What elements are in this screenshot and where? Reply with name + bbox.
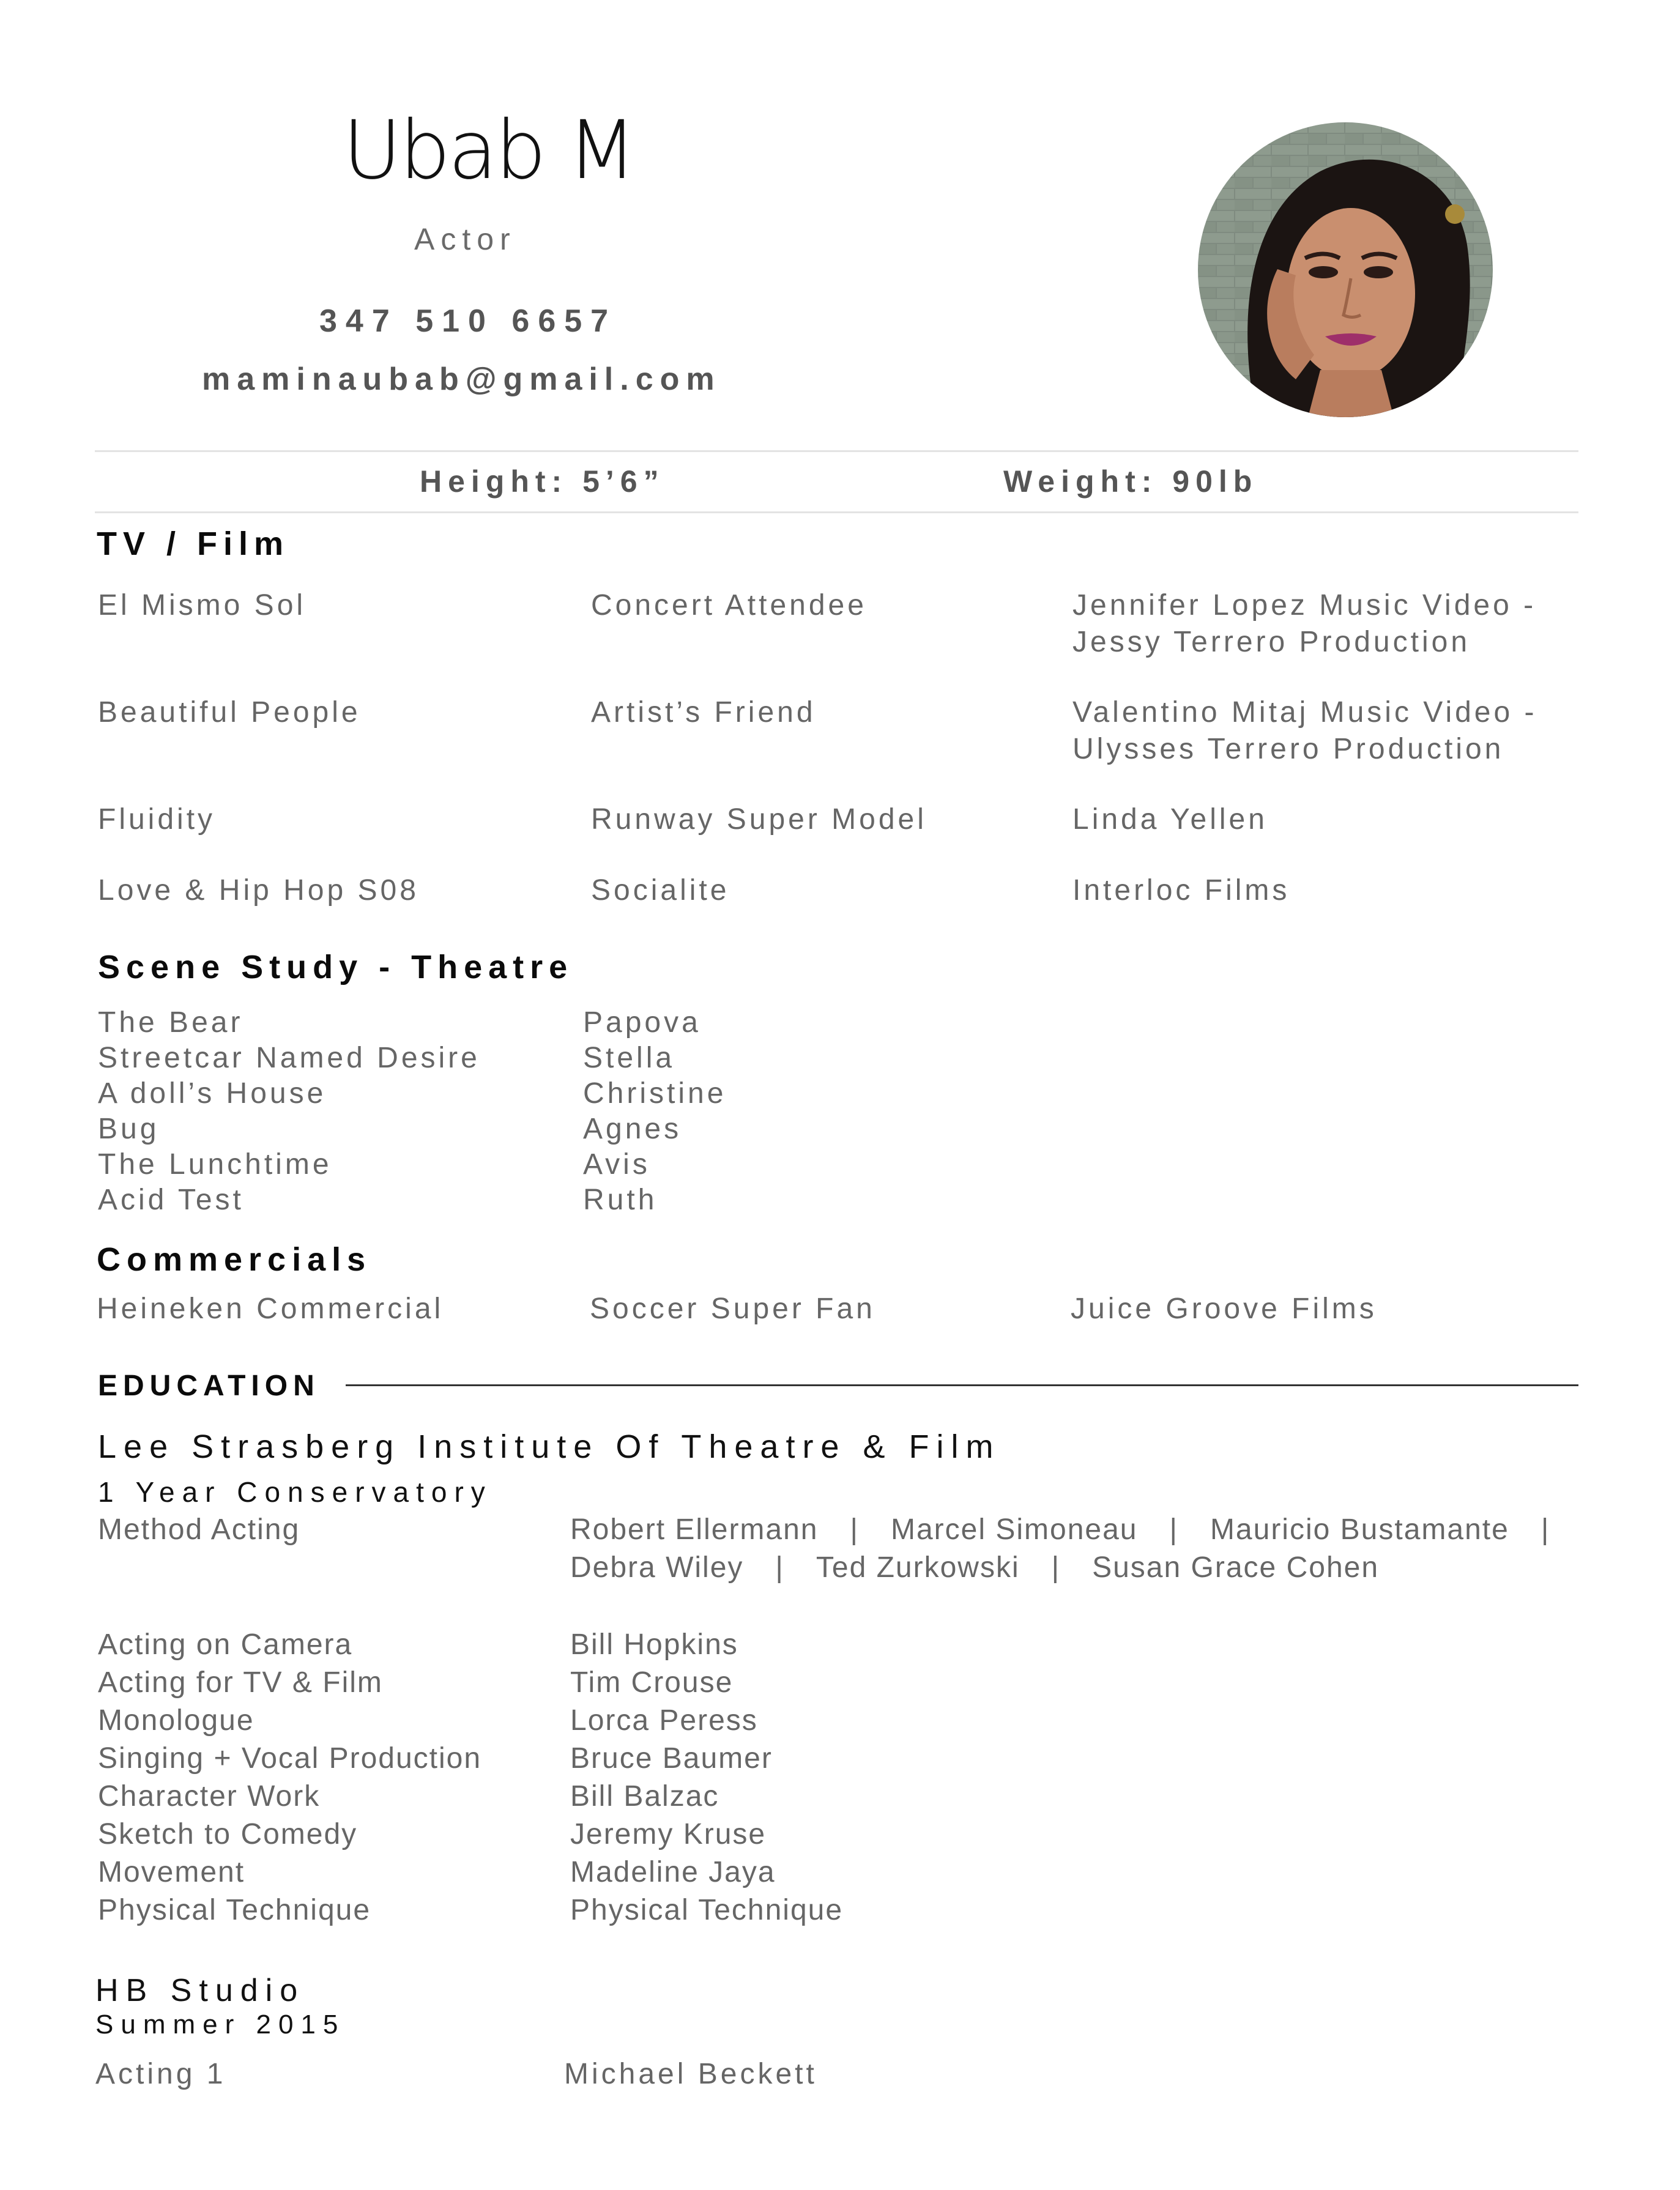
candidate-title: Actor [414,222,516,256]
teacher-name: Susan Grace Cohen [1092,1551,1380,1584]
school-program: Summer 2015 [95,2010,346,2040]
course-name: Sketch to Comedy [98,1818,358,1850]
section-heading-scene-study: Scene Study - Theatre [98,949,574,986]
credit-producer: Interloc Films [1072,874,1290,907]
commercial-project: Heineken Commercial [97,1293,444,1325]
teacher-name: Physical Technique [570,1894,844,1926]
school-program: 1 Year Conservatory [98,1476,492,1508]
section-heading-education: EDUCATION [98,1370,320,1402]
teacher-name: Debra Wiley [570,1551,744,1584]
course-name: Movement [98,1856,245,1888]
scene-role: Stella [583,1042,675,1074]
divider-top [95,450,1578,452]
school-name: Lee Strasberg Institute Of Theatre & Film [98,1428,1001,1465]
separator: | [1169,1513,1178,1546]
credit-project: El Mismo Sol [98,589,307,622]
section-heading-tv-film: TV / Film [97,525,290,562]
weight-stat: Weight: 90lb [1003,464,1258,499]
teacher-name: Bill Balzac [570,1780,719,1813]
credit-role: Artist’s Friend [591,696,816,729]
scene-play: A doll’s House [98,1077,327,1110]
scene-role: Papova [583,1006,701,1039]
scene-play: Bug [98,1113,160,1145]
teacher-name: Michael Beckett [564,2058,817,2090]
scene-play: Streetcar Named Desire [98,1042,480,1074]
course-name: Acting 1 [95,2058,226,2090]
teacher-list-line-2 [570,1549,1379,1587]
scene-play: The Bear [98,1006,243,1039]
teacher-name: Robert Ellermann [570,1513,819,1546]
course-name: Method Acting [98,1513,300,1546]
scene-role: Ruth [583,1184,658,1216]
phone-number[interactable]: 347 510 6657 [319,303,617,339]
scene-role: Christine [583,1077,727,1110]
separator: | [775,1551,784,1584]
course-name: Acting for TV & Film [98,1666,383,1699]
commercial-role: Soccer Super Fan [590,1293,875,1325]
height-stat: Height: 5’6” [420,464,665,499]
credit-project: Fluidity [98,803,216,836]
teacher-name: Marcel Simoneau [890,1513,1138,1546]
credit-producer: Valentino Mitaj Music Video - Ulysses Terrero Production [1072,696,1537,765]
course-name: Singing + Vocal Production [98,1742,482,1775]
commercial-producer: Juice Groove Films [1071,1293,1377,1325]
credit-project: Love & Hip Hop S08 [98,874,419,907]
scene-play: Acid Test [98,1184,244,1216]
teacher-name: Bruce Baumer [570,1742,773,1775]
portrait-photo [1198,122,1493,417]
credit-project: Beautiful People [98,696,361,729]
section-heading-commercials: Commercials [97,1241,372,1278]
separator: | [850,1513,859,1546]
teacher-name: Ted Zurkowski [816,1551,1020,1584]
scene-play: The Lunchtime [98,1148,332,1181]
school-name: HB Studio [95,1973,305,2008]
credit-role: Concert Attendee [591,589,867,622]
course-name: Physical Technique [98,1894,371,1926]
teacher-name: Lorca Peress [570,1704,758,1737]
course-name: Acting on Camera [98,1628,353,1661]
separator: | [1051,1551,1061,1584]
scene-role: Agnes [583,1113,682,1145]
divider-bottom [95,511,1578,513]
teacher-name: Tim Crouse [570,1666,734,1699]
teacher-list-line-1 [570,1511,1550,1549]
credit-role: Socialite [591,874,730,907]
credit-producer: Jennifer Lopez Music Video - Jessy Terrero Production [1072,589,1537,658]
separator: | [1541,1513,1550,1546]
credit-producer: Linda Yellen [1072,803,1268,836]
portrait-illustration [1198,122,1493,417]
teacher-name: Bill Hopkins [570,1628,738,1661]
teacher-name: Mauricio Bustamante [1210,1513,1509,1546]
email-address[interactable]: maminaubab@gmail.com [202,362,721,397]
teacher-name: Madeline Jaya [570,1856,776,1888]
teacher-name: Jeremy Kruse [570,1818,767,1850]
course-name: Character Work [98,1780,321,1813]
candidate-name: Ubab M [343,103,634,198]
scene-role: Avis [583,1148,650,1181]
course-name: Monologue [98,1704,255,1737]
education-divider [346,1384,1578,1386]
credit-role: Runway Super Model [591,803,927,836]
